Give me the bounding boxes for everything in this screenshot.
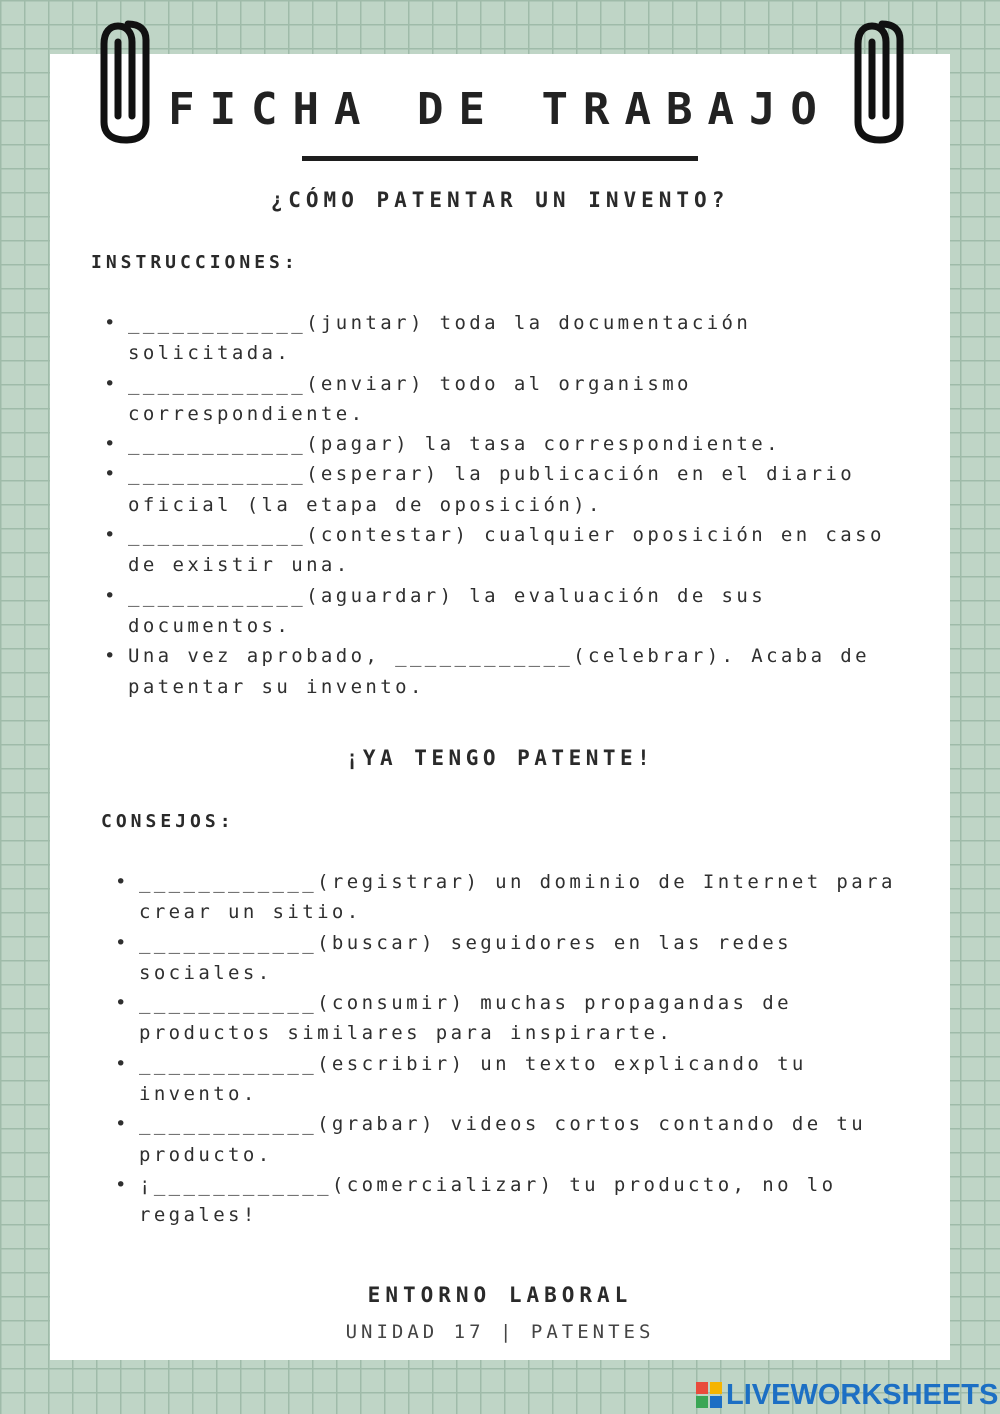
instruction-text: ____________(esperar) la publicación en el diario oficial (la etapa de oposición).	[128, 463, 856, 516]
list-item	[104, 308, 918, 369]
footer-title: ENTORNO LABORAL	[367, 1283, 633, 1307]
bullet-icon: •	[115, 1173, 127, 1196]
list-item	[104, 369, 918, 430]
bullet-icon: •	[115, 1052, 127, 1075]
tips-list	[115, 867, 909, 1231]
brand-name: LIVEWORKSHEETS	[726, 1378, 999, 1411]
liveworksheets-brand[interactable]	[696, 1378, 998, 1412]
page-title: FICHA DE TRABAJO	[168, 84, 832, 135]
list-item	[115, 988, 909, 1049]
list-item	[115, 1109, 909, 1170]
tip-text: ¡____________(comercializar) tu producto, no lo regales!	[139, 1173, 837, 1227]
list-item	[115, 867, 909, 928]
tip-text: ____________(registrar) un dominio de Internet para crear un sitio.	[139, 871, 896, 924]
bullet-icon: •	[115, 871, 127, 893]
bullet-icon: •	[104, 312, 116, 334]
list-item	[104, 581, 918, 642]
instructions-list	[104, 308, 918, 702]
list-item	[104, 641, 918, 702]
instruction-text: Una vez aprobado, ____________(celebrar). Acaba de patentar su invento.	[128, 645, 870, 698]
footer-subtitle: UNIDAD 17 | PATENTES	[345, 1321, 655, 1343]
instruction-text: ____________(enviar) todo al organismo correspondiente.	[128, 372, 692, 425]
tip-text: ____________(consumir) muchas propagandas de productos similares para inspirarte.	[139, 992, 792, 1045]
bullet-icon: •	[104, 463, 116, 486]
instruction-text: ____________(pagar) la tasa correspondiente.	[128, 433, 781, 456]
bullet-icon: •	[104, 433, 116, 456]
instruction-text: ____________(juntar) toda la documentación solicitada.	[128, 312, 752, 365]
patent-heading: ¡YA TENGO PATENTE!	[345, 746, 655, 770]
list-item	[104, 459, 918, 520]
page-subtitle: ¿CÓMO PATENTAR UN INVENTO?	[270, 188, 730, 212]
bullet-icon: •	[115, 992, 127, 1015]
tip-text: ____________(buscar) seguidores en las redes sociales.	[139, 931, 792, 984]
bullet-icon: •	[115, 931, 127, 954]
list-item	[115, 928, 909, 989]
bullet-icon: •	[104, 645, 116, 668]
instruction-text: ____________(aguardar) la evaluación de sus documentos.	[128, 584, 767, 637]
title-underline	[302, 156, 698, 161]
list-item	[104, 429, 918, 459]
bullet-icon: •	[115, 1113, 127, 1136]
tip-text: ____________(escribir) un texto explicando tu invento.	[139, 1052, 807, 1106]
instructions-label: INSTRUCCIONES:	[91, 252, 299, 273]
bullet-icon: •	[104, 584, 116, 607]
bullet-icon: •	[104, 524, 116, 547]
tip-text: ____________(grabar) videos cortos contando de tu producto.	[139, 1113, 867, 1166]
list-item	[115, 1049, 909, 1110]
liveworksheets-logo-icon	[696, 1382, 722, 1408]
list-item	[115, 1170, 909, 1231]
list-item	[104, 520, 918, 581]
tips-label: CONSEJOS:	[101, 811, 235, 832]
bullet-icon: •	[104, 372, 116, 395]
instruction-text: ____________(contestar) cualquier oposición en caso de existir una.	[128, 524, 885, 577]
